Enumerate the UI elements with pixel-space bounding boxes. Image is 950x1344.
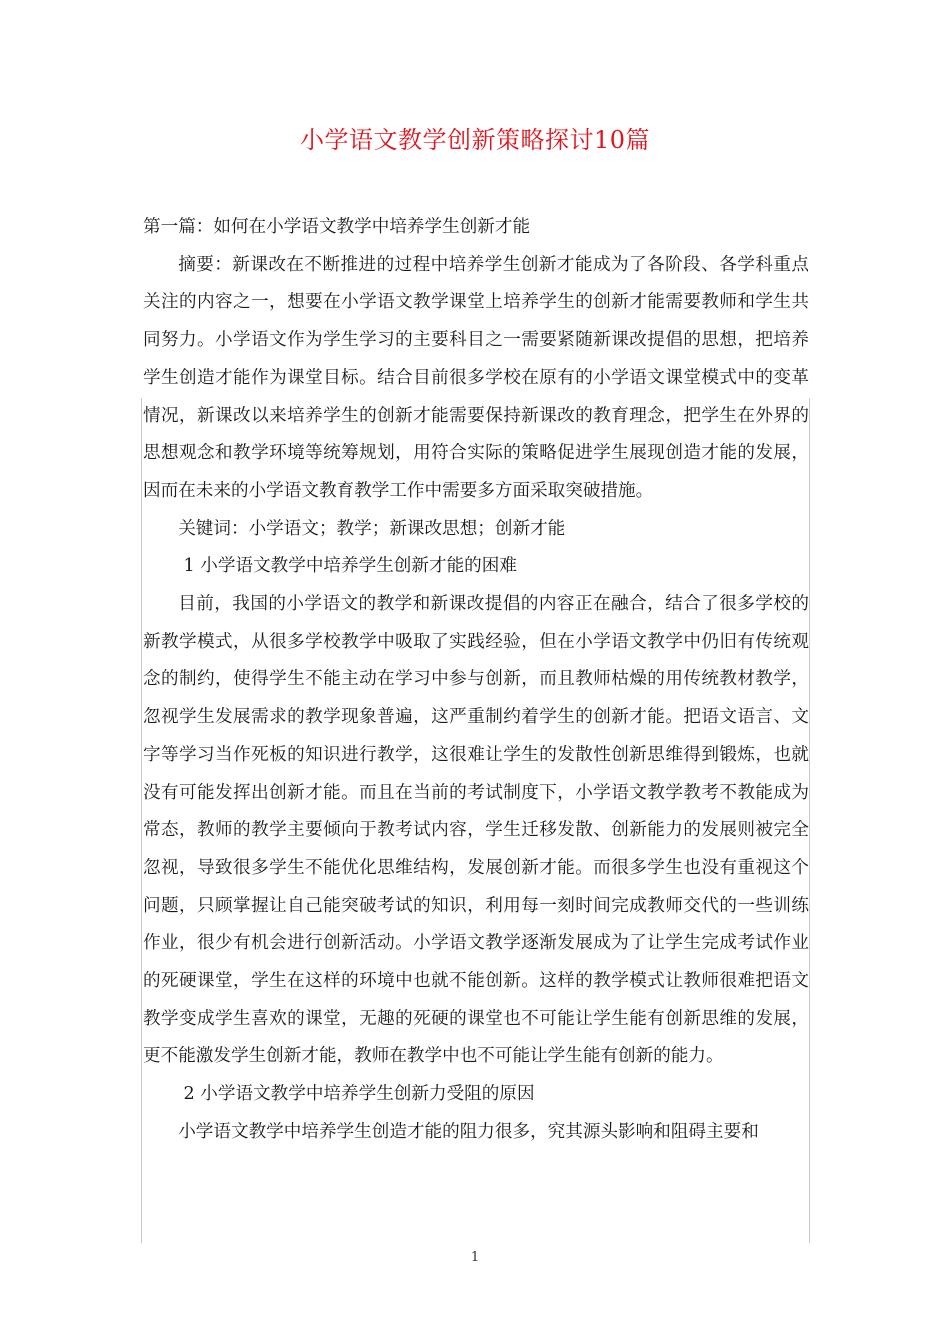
keywords-line: 关键词：小学语文；教学；新课改思想；创新才能 [178, 518, 566, 539]
subheading-2: 2 小学语文教学中培养学生创新力受阻的原因 [183, 1084, 535, 1105]
page-number: 1 [470, 1250, 480, 1265]
section-heading: 第一篇：如何在小学语文教学中培养学生创新才能 [143, 217, 531, 237]
subheading-1: 1 小学语文教学中培养学生创新才能的困难 [183, 556, 517, 577]
document-body [143, 209, 809, 1152]
body-paragraph-2: 小学语文教学中培养学生创造才能的阻力很多，究其源头影响和阻碍主要和 [178, 1121, 759, 1142]
body-paragraph-1: 目前，我国的小学语文的教学和新课改提倡的内容正在融合，结合了很多学校的新教学模式，从很多学校教学中吸取了实践经验，但在小学语文教学中仍旧有传统观念的制约，使得学生不能主动在学习中参与创新，而且教师枯燥的用传统教材教学，忽视学生发展需求的教学现象普遍，这严重制约着学生的创新才能。把语文语言、文字等学习当作死板的知识进行教学，这很难让学生的发散性创新思维得到锻炼，也就没有可能发挥出创新才能。而且在当前的考试制度下，小学语文教学教考不教能成为常态，教师的教学主要倾向于教考试内容，学生迁移发散、创新能力的发展则被完全忽视，导致很多学生不能优化思维结构，发展创新才能。而很多学生也没有重视这个问题，只顾掌握让自己能突破考试的知识，利用每一刻时间完成教师交代的一些训练作业，很少有机会进行创新活动。小学语文教学逐渐发展成为了让学生完成考试作业的死硬课堂，学生在这样的环境中也就不能创新。这样的教学模式让教师很难把语文教学变成学生喜欢的课堂，无趣的死硬的课堂也不可能让学生能有创新思维的发展，更不能激发学生创新才能，教师在教学中也不可能让学生能有创新的能力。 [143, 594, 809, 1067]
abstract-paragraph: 摘要：新课改在不断推进的过程中培养学生创新才能成为了各阶段、各学科重点关注的内容之一，想要在小学语文教学课堂上培养学生的创新才能需要教师和学生共同努力。小学语文作为学生学习的主要科目之一需要紧随新课改提倡的思想，把培养学生创造才能作为课堂目标。结合目前很多学校在原有的小学语文课堂模式中的变革情况，新课改以来培养学生的创新才能需要保持新课改的教育理念，把学生在外界的思想观念和教学环境等统筹规划，用符合实际的策略促进学生展现创造才能的发展，因而在未来的小学语文教育教学工作中需要多方面采取突破措施。 [143, 254, 809, 501]
document-title: 小学语文教学创新策略探讨10篇 [299, 126, 651, 154]
